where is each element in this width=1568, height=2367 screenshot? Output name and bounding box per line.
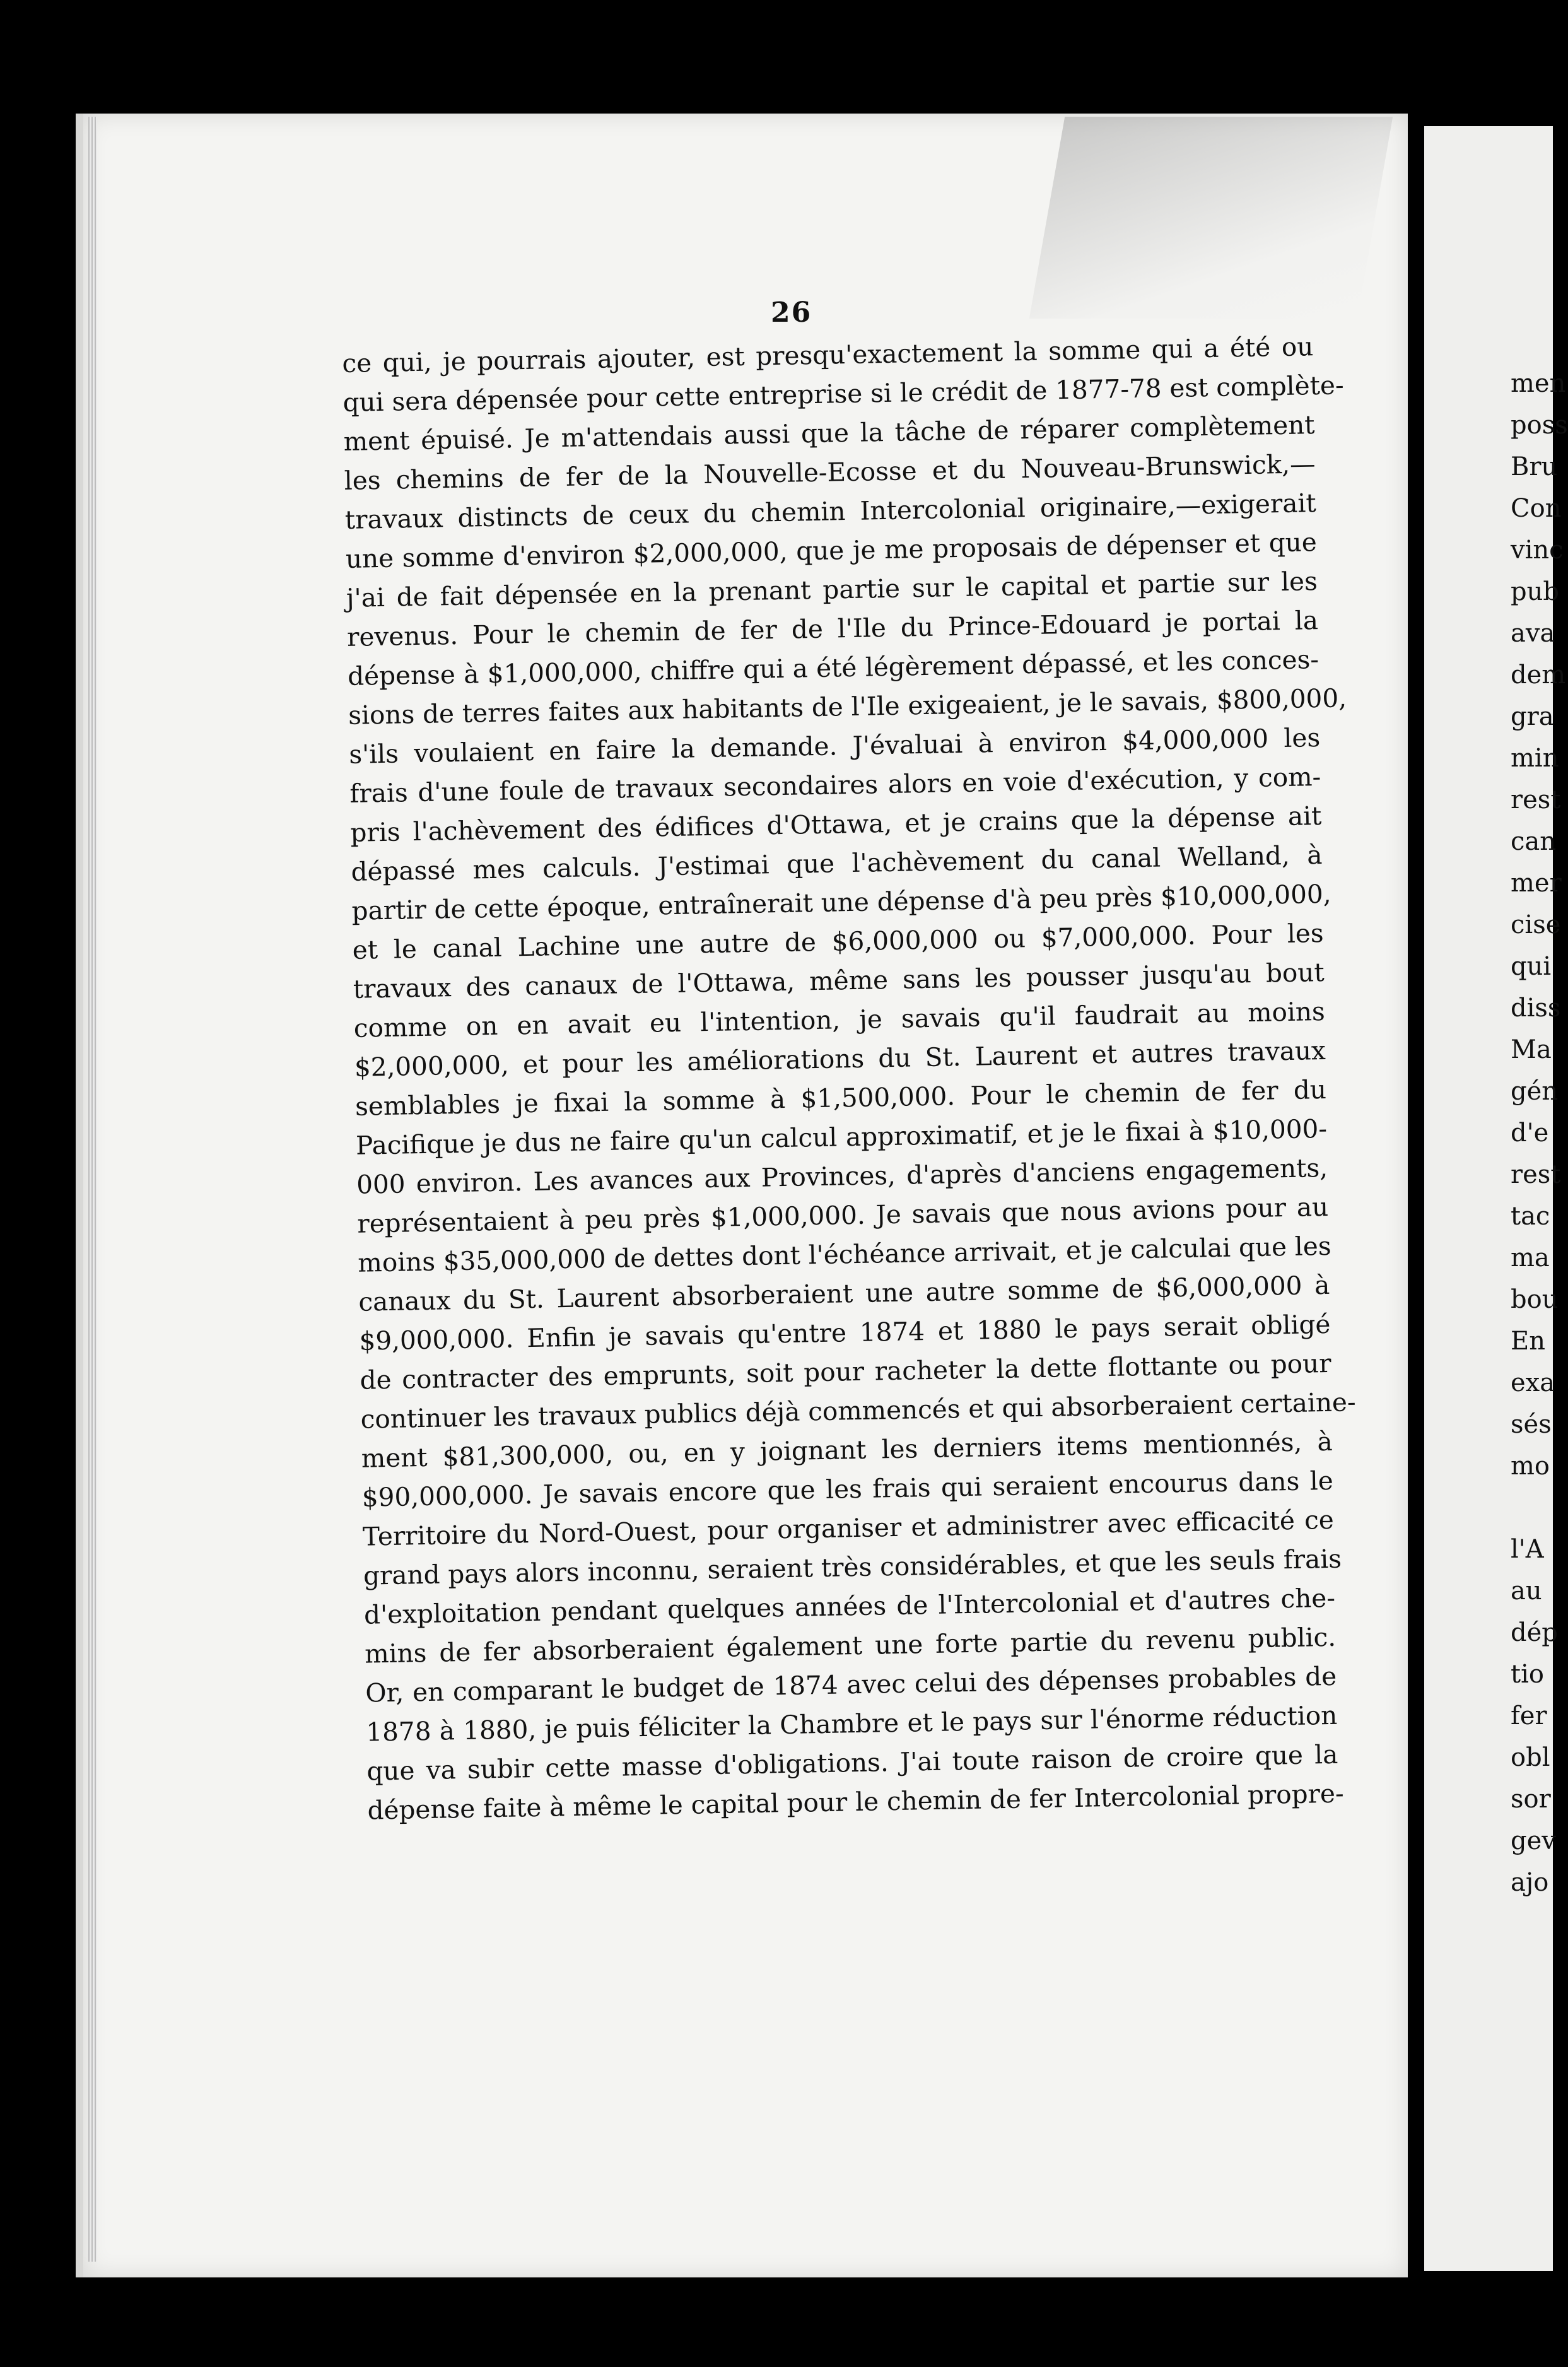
text-line: j'ai de fait dépensée en la prenant partie sur le capital et partie sur les — [346, 566, 1318, 613]
text-line: qui sera dépensée pour cette entreprise si le crédit de 1877-78 est complète- — [342, 370, 1344, 418]
text-line: d'exploitation pendant quelques années de l'Intercolonial et d'autres che- — [363, 1582, 1336, 1630]
facing-page-fragment: diss — [1511, 994, 1561, 1023]
text-line: ce qui, je pourrais ajouter, est presqu'exactement la somme qui a été ou — [342, 331, 1314, 379]
facing-page-fragment: obl — [1511, 1743, 1550, 1772]
text-line: grand pays alors inconnu, seraient très considérables, et que les seuls frais — [363, 1543, 1342, 1591]
text-line: Or, en comparant le budget de 1874 avec celui des dépenses probables de — [365, 1660, 1337, 1708]
facing-page-fragment: can — [1511, 827, 1557, 856]
facing-page-fragment: mo — [1511, 1452, 1550, 1481]
text-line: $90,000,000. Je savais encore que les frais qui seraient encourus dans le — [361, 1465, 1334, 1513]
facing-page-fragment: Bru — [1511, 452, 1558, 481]
facing-page-fragment: cise — [1511, 910, 1561, 939]
facing-page-fragment: rest — [1511, 1160, 1561, 1189]
facing-page-fragment: ava — [1511, 619, 1555, 648]
text-line: $2,000,000, et pour les améliorations du St. Laurent et autres travaux — [354, 1035, 1326, 1083]
facing-page-fragment: Ma — [1511, 1035, 1552, 1064]
facing-page-fragment: rest — [1511, 785, 1561, 814]
text-line: travaux des canaux de l'Ottawa, même sans les pousser jusqu'au bout — [353, 956, 1325, 1004]
facing-page-fragment: tac — [1511, 1202, 1550, 1231]
text-line: continuer les travaux publics déjà commencés et qui absorberaient certaine- — [360, 1387, 1356, 1435]
text-line: les chemins de fer de la Nouvelle-Ecosse et du Nouveau-Brunswick,— — [344, 449, 1316, 496]
facing-page-fragment: gev — [1511, 1826, 1556, 1855]
text-line: de contracter des emprunts, soit pour racheter la dette flottante ou pour — [360, 1348, 1331, 1395]
facing-page-fragment — [1511, 1487, 1561, 1529]
facing-page-fragment: gén — [1511, 1077, 1559, 1106]
text-line: dépense à $1,000,000, chiffre qui a été légèrement dépassé, et les conces- — [347, 644, 1319, 691]
text-line: ment épuisé. Je m'attendais aussi que la tâche de réparer complètement — [343, 409, 1315, 457]
facing-page-fragment: ajo — [1511, 1868, 1549, 1897]
text-line: pris l'achèvement des édifices d'Ottawa, et je crains que la dépense ait — [350, 801, 1322, 848]
text-line: 1878 à 1880, je puis féliciter la Chambre et le pays sur l'énorme réduction — [365, 1700, 1338, 1747]
facing-page-fragment: poss — [1511, 411, 1568, 440]
page-edge-stack — [88, 117, 97, 2262]
facing-page-fragment: l'A — [1511, 1535, 1544, 1564]
text-line: ment $81,300,000, ou, en y joignant les derniers items mentionnés, à — [361, 1426, 1333, 1474]
text-line: que va subir cette masse d'obligations. J'ai toute raison de croire que la — [366, 1739, 1338, 1787]
facing-page-fragment: exa — [1511, 1368, 1555, 1397]
body-text — [342, 327, 1356, 1830]
facing-page-fragment: dép — [1511, 1618, 1558, 1647]
scan-smudge — [1029, 117, 1393, 319]
text-line: moins $35,000,000 de dettes dont l'échéance arrivait, et je calculai que les — [358, 1230, 1331, 1278]
facing-page-fragment: min — [1511, 744, 1559, 773]
text-line: sions de terres faites aux habitants de l'Ile exigeaient, je le savais, $800,000, — [348, 683, 1347, 731]
text-line: représentaient à peu près $1,000,000. Je savais que nous avions pour au — [356, 1191, 1329, 1239]
text-line: et le canal Lachine une autre de $6,000,000 ou $7,000,000. Pour les — [352, 917, 1324, 965]
facing-page-fragment: vinc — [1511, 536, 1564, 565]
text-line: mins de fer absorberaient également une forte partie du revenu public. — [364, 1621, 1337, 1669]
facing-page-fragment: pub — [1511, 577, 1559, 606]
facing-page-fragment: dem — [1511, 661, 1566, 690]
text-line: partir de cette époque, entraînerait une dépense d'à peu près $10,000,000, — [351, 878, 1331, 926]
facing-page-fragment: d'e — [1511, 1119, 1549, 1148]
text-line: dépassé mes calculs. J'estimai que l'achèvement du canal Welland, à — [351, 839, 1323, 887]
facing-page-fragment: En — [1511, 1327, 1545, 1356]
text-line: comme on en avait eu l'intention, je savais qu'il faudrait au moins — [353, 996, 1326, 1043]
text-line: semblables je fixai la somme à $1,500,000. Pour le chemin de fer du — [354, 1074, 1327, 1122]
facing-page-fragment: fer — [1511, 1701, 1547, 1730]
text-line: une somme d'environ $2,000,000, que je me proposais de dépenser et que — [345, 527, 1318, 574]
facing-page-fragment: mer — [1511, 869, 1562, 898]
text-line: s'ils voulaient en faire la demande. J'évaluai à environ $4,000,000 les — [348, 722, 1321, 770]
facing-page-fragment: ma — [1511, 1243, 1550, 1272]
page-number: 26 — [771, 297, 812, 329]
text-line: frais d'une foule de travaux secondaires alors en voie d'exécution, y com- — [349, 761, 1321, 809]
text-line: dépense faite à même le capital pour le chemin de fer Intercolonial propre- — [367, 1778, 1344, 1826]
text-line: canaux du St. Laurent absorberaient une autre somme de $6,000,000 à — [358, 1269, 1330, 1317]
facing-page-fragment: tio — [1511, 1660, 1544, 1689]
facing-page-fragment: qui — [1511, 952, 1552, 981]
facing-page-fragment: Con — [1511, 494, 1562, 523]
facing-page-fragment: au — [1511, 1577, 1542, 1606]
facing-page-fragment: sés — [1511, 1410, 1552, 1439]
facing-page-fragment: gra — [1511, 702, 1554, 731]
text-line: Territoire du Nord-Ouest, pour organiser et administrer avec efficacité ce — [362, 1504, 1335, 1552]
text-line: 000 environ. Les avances aux Provinces, d'après d'anciens engagements, — [356, 1152, 1328, 1200]
text-line: Pacifique je dus ne faire qu'un calcul approximatif, et je le fixai à $10,000- — [355, 1113, 1328, 1161]
text-line: $9,000,000. Enfin je savais qu'entre 1874 et 1880 le pays serait obligé — [359, 1308, 1331, 1356]
facing-page-fragment: sor — [1511, 1785, 1551, 1814]
facing-page-text — [1511, 363, 1568, 1903]
text-line: travaux distincts de ceux du chemin Intercolonial originaire,—exigerait — [344, 488, 1317, 535]
facing-page-fragment: men — [1511, 369, 1566, 398]
text-line: revenus. Pour le chemin de fer de l'Ile du Prince-Edouard je portai la — [346, 605, 1319, 652]
facing-page-fragment: bou — [1511, 1285, 1559, 1314]
